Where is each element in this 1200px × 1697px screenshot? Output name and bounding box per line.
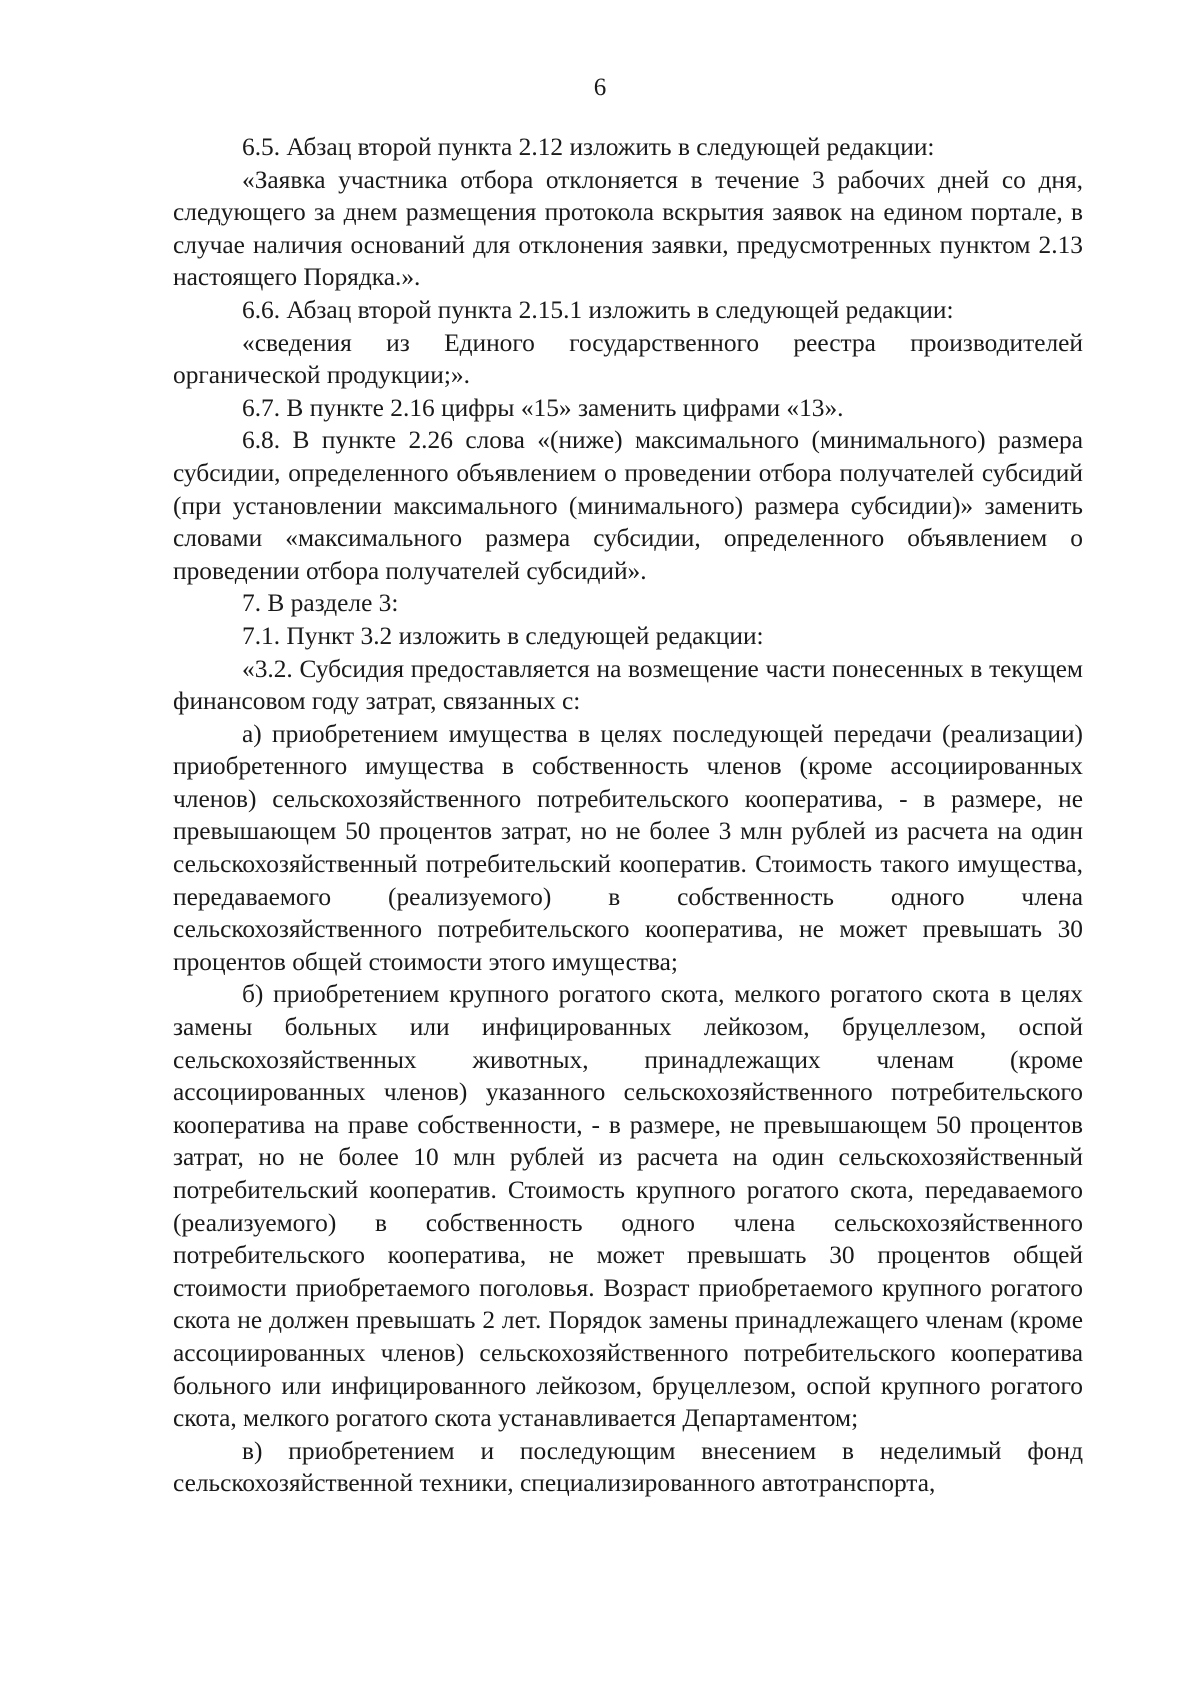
paragraph-6-7: 6.7. В пункте 2.16 цифры «15» заменить цифрами «13». (242, 393, 844, 422)
paragraph-7-1: 7.1. Пункт 3.2 изложить в следующей редакции: (242, 621, 764, 650)
paragraph-3-2-intro: «3.2. Субсидия предоставляется на возмещение части понесенных в текущем финансовом году затрат, связанных с: (173, 654, 1083, 716)
paragraph-6-5-quote: «Заявка участника отбора отклоняется в течение 3 рабочих дней со дня, следующего за днем размещения протокола вскрытия заявок на едином портале, в случае наличия оснований для отклонения заявки, предусмотренных пунктом 2.13 настоящего Порядка.». (173, 165, 1083, 292)
paragraph-6-8: 6.8. В пункте 2.26 слова «(ниже) максимального (минимального) размера субсидии, определенного объявлением о проведении отбора получателей субсидий (при установлении максимального (минимального) размера субсидии)» заменить словами «максимального размера субсидии, определенного объявлением о проведении отбора получателей субсидий». (173, 426, 1083, 585)
paragraph-6-6: 6.6. Абзац второй пункта 2.15.1 изложить в следующей редакции: (242, 295, 954, 324)
paragraph-6-6-quote: «сведения из Единого государственного реестра производителей органической продукции;». (173, 328, 1083, 390)
paragraph-7: 7. В разделе 3: (242, 589, 399, 618)
page-number: 6 (593, 74, 607, 101)
paragraph-item-a: а) приобретением имущества в целях последующей передачи (реализации) приобретенного имущества в собственность членов (кроме ассоциированных членов) сельскохозяйственного потребительского кооператива, - в размере, не превышающем 50 процентов затрат, но не более 3 млн рублей из расчета на один сельскохозяйственный потребительский кооператив. Стоимость такого имущества, передаваемого (реализуемого) в собственность одного члена сельскохозяйственного потребительского кооператива, не может превышать 30 процентов общей стоимости этого имущества; (173, 719, 1083, 976)
document-body (173, 131, 1083, 1500)
paragraph-item-v: в) приобретением и последующим внесением в неделимый фонд сельскохозяйственной техники, специализированного автотранспорта, (173, 1436, 1083, 1498)
paragraph-item-b: б) приобретением крупного рогатого скота, мелкого рогатого скота в целях замены больных или инфицированных лейкозом, бруцеллезом, оспой сельскохозяйственных животных, принадлежащих членам (кроме ассоциированных членов) указанного сельскохозяйственного потребительского кооператива на праве собственности, - в размере, не превышающем 50 процентов затрат, но не более 10 млн рублей из расчета на один сельскохозяйственный потребительский кооператив. Стоимость крупного рогатого скота, передаваемого (реализуемого) в собственность одного члена сельскохозяйственного потребительского кооператива, не может превышать 30 процентов общей стоимости приобретаемого поголовья. Возраст приобретаемого крупного рогатого скота не должен превышать 2 лет. Порядок замены принадлежащего членам (кроме ассоциированных членов) сельскохозяйственного потребительского кооператива больного или инфицированного лейкозом, бруцеллезом, оспой крупного рогатого скота, мелкого рогатого скота устанавливается Департаментом; (173, 980, 1083, 1433)
paragraph-6-5: 6.5. Абзац второй пункта 2.12 изложить в следующей редакции: (242, 133, 935, 161)
